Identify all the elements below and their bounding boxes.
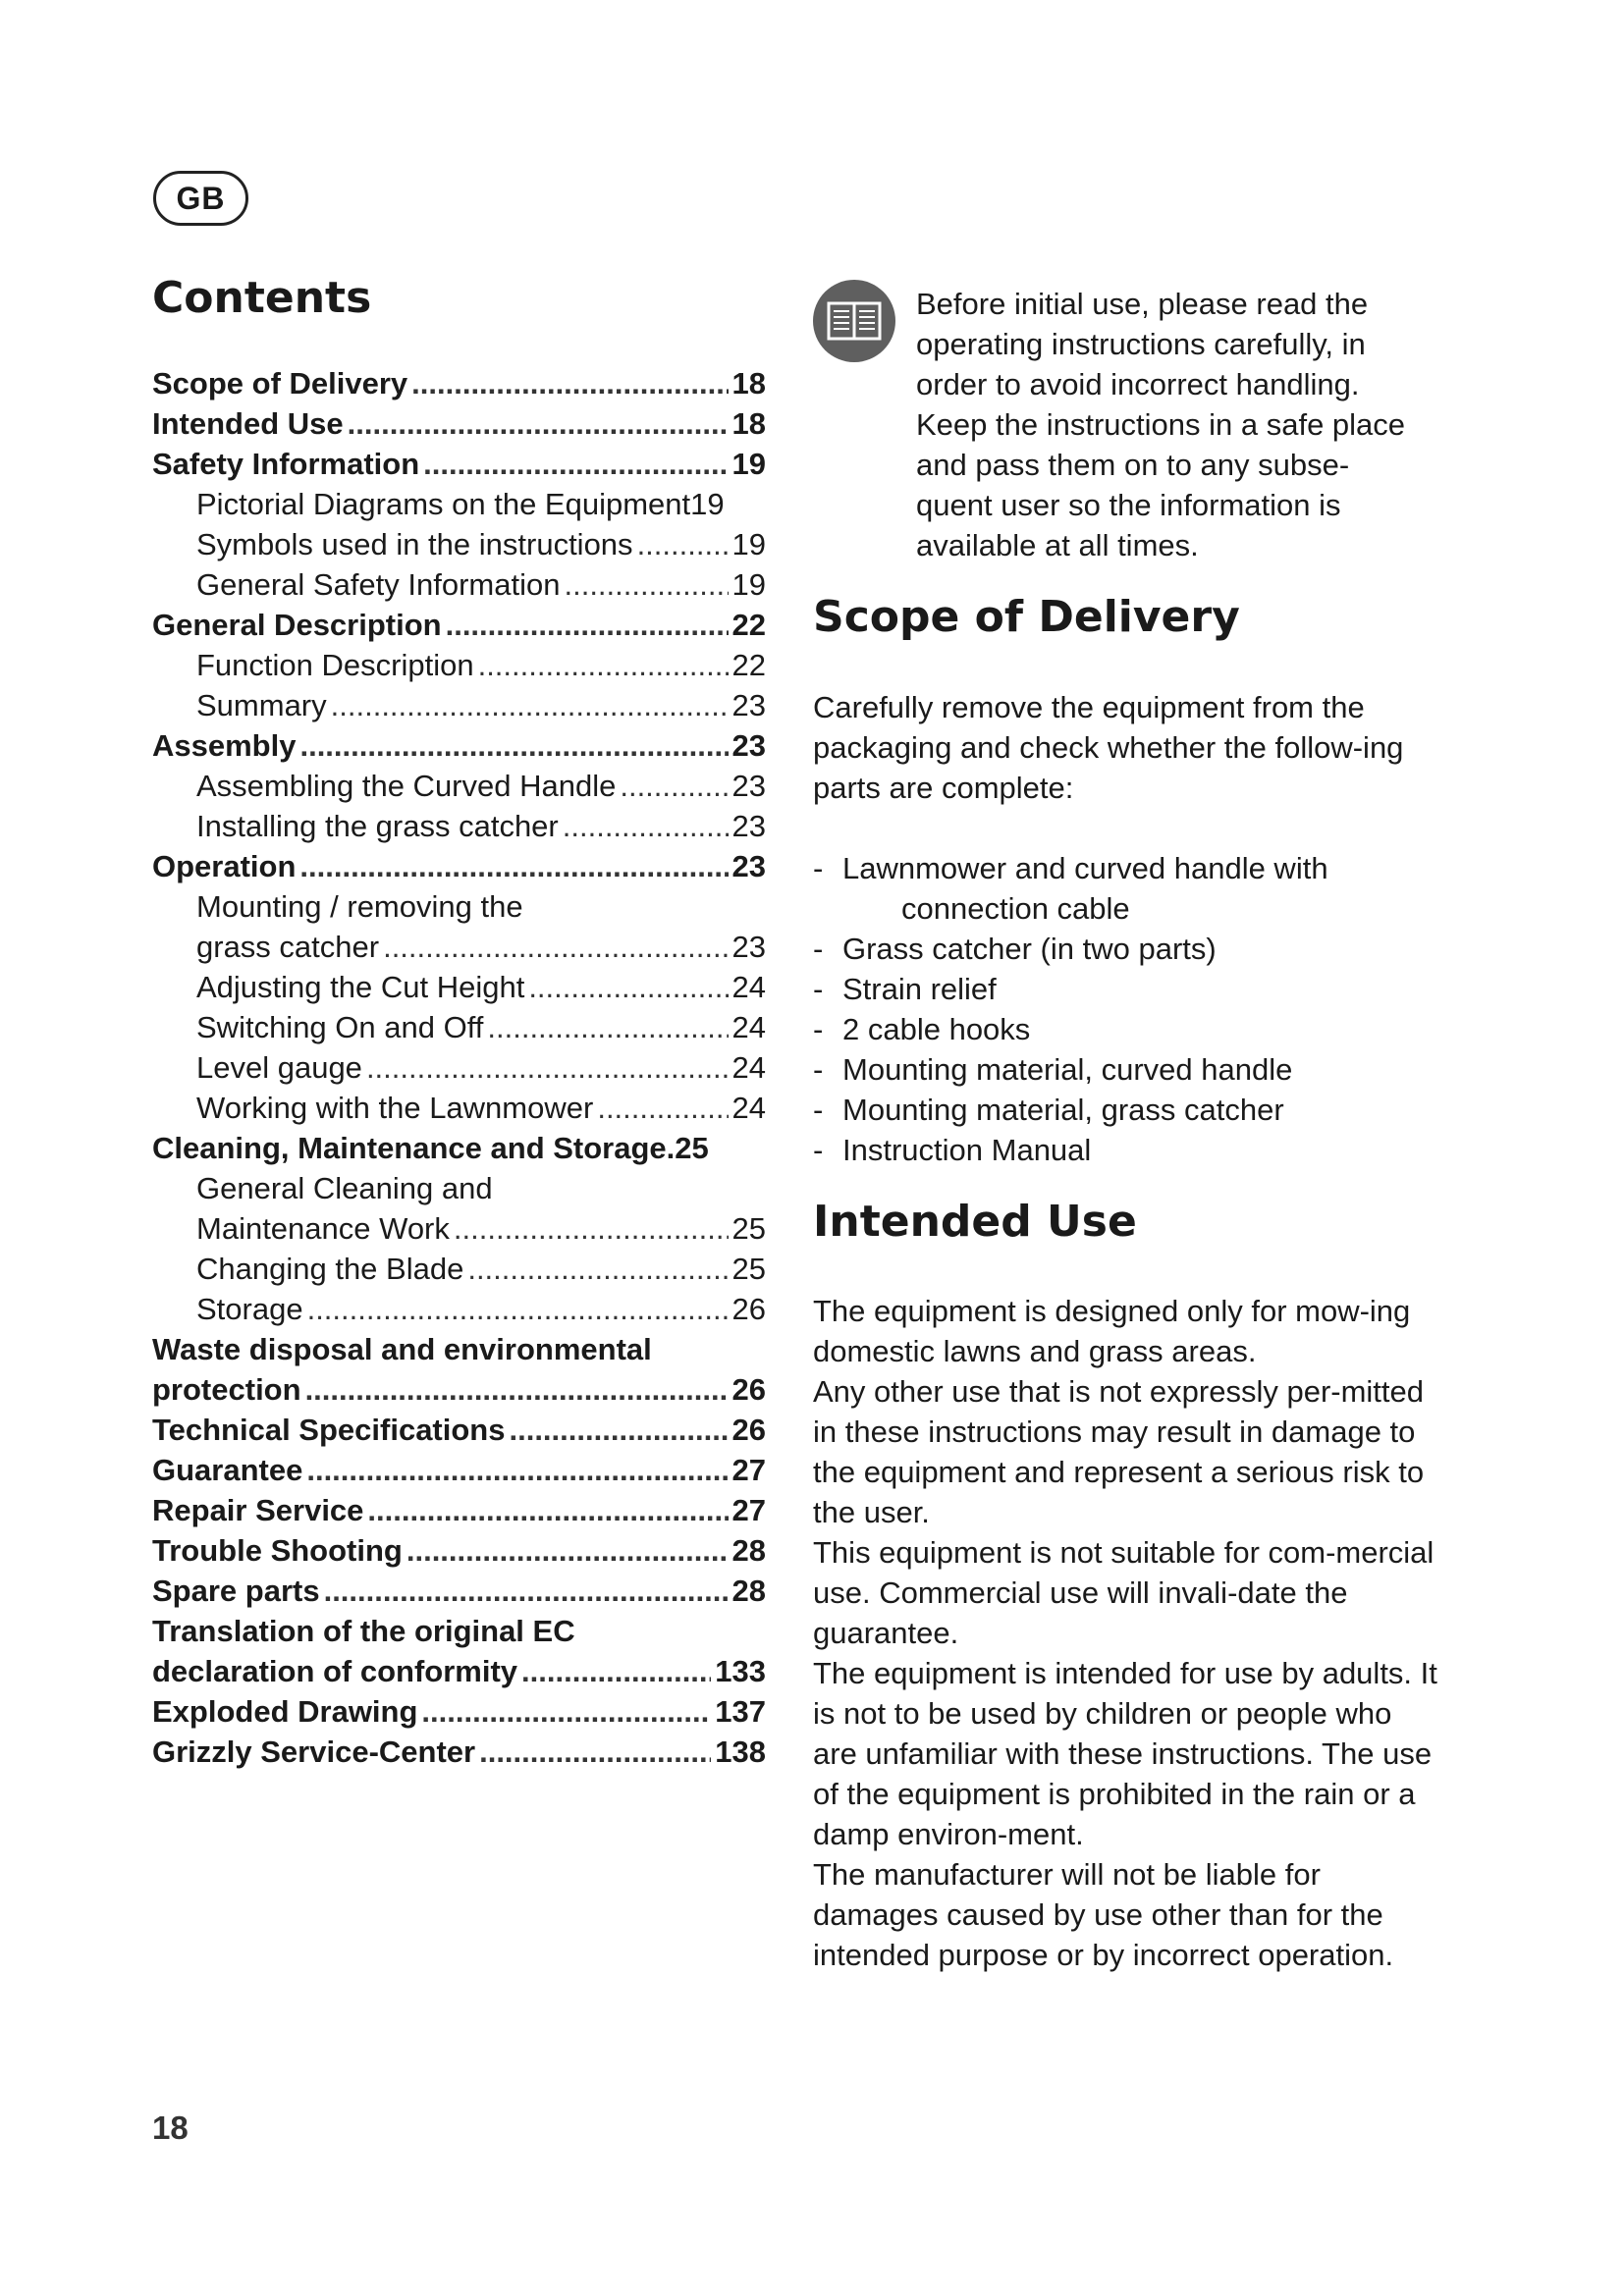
toc-leader-dots bbox=[411, 363, 728, 403]
toc-leader-dots bbox=[620, 766, 728, 806]
toc-subentry[interactable] bbox=[152, 1168, 766, 1208]
toc-entry-page: 22 bbox=[731, 608, 766, 642]
toc-entry-title: Maintenance Work bbox=[196, 1211, 450, 1246]
toc-entry[interactable] bbox=[152, 1530, 766, 1571]
list-item: - Lawnmower and curved handle with bbox=[813, 848, 1441, 888]
toc-leader-dots bbox=[299, 725, 728, 766]
toc-entry-page: 138 bbox=[715, 1735, 766, 1769]
toc-leader-dots bbox=[423, 444, 728, 484]
read-instructions-notice bbox=[916, 284, 1446, 565]
toc-subentry[interactable] bbox=[152, 524, 766, 564]
toc-leader-dots bbox=[597, 1088, 728, 1128]
toc-entry-title: Cleaning, Maintenance and Storage. bbox=[152, 1131, 676, 1165]
toc-entry-title: Waste disposal and environmental bbox=[152, 1332, 652, 1366]
toc-entry-page: 19 bbox=[690, 487, 725, 521]
toc-entry-title: Switching On and Off bbox=[196, 1010, 484, 1044]
toc-leader-dots bbox=[528, 967, 728, 1007]
toc-subentry[interactable] bbox=[152, 766, 766, 806]
toc-entry[interactable] bbox=[152, 725, 766, 766]
list-item bbox=[813, 888, 1441, 929]
toc-leader-dots bbox=[406, 1530, 729, 1571]
toc-leader-dots bbox=[454, 1208, 729, 1249]
toc-leader-dots bbox=[487, 1007, 728, 1047]
toc-entry[interactable] bbox=[152, 1128, 766, 1168]
toc-subentry[interactable] bbox=[152, 1289, 766, 1329]
list-item: - Instruction Manual bbox=[813, 1130, 1441, 1170]
toc-entry-page: 25 bbox=[731, 1252, 766, 1286]
toc-entry-title: protection bbox=[152, 1372, 301, 1407]
toc-entry-title: grass catcher bbox=[196, 930, 380, 964]
toc-entry-page: 133 bbox=[715, 1654, 766, 1688]
page-number: 18 bbox=[152, 2109, 189, 2146]
scope-intro-text: Carefully remove the equipment from the packaging and check whether the follow-ing parts are complete: bbox=[813, 690, 1404, 805]
toc-entry-title: General Description bbox=[152, 608, 442, 642]
part-label: Grass catcher (in two parts) bbox=[842, 932, 1217, 966]
toc-leader-dots bbox=[299, 846, 728, 886]
toc-subentry[interactable] bbox=[152, 886, 766, 927]
intended-use-body bbox=[813, 1291, 1441, 1975]
toc-entry-page: 26 bbox=[731, 1413, 766, 1447]
notice-line: quent user so the information is bbox=[916, 488, 1341, 522]
toc-entry-page: 19 bbox=[731, 447, 766, 481]
toc-entry-title: Grizzly Service-Center bbox=[152, 1735, 476, 1769]
toc-entry[interactable] bbox=[152, 403, 766, 444]
toc-entry[interactable] bbox=[152, 605, 766, 645]
notice-line: order to avoid incorrect handling. bbox=[916, 367, 1360, 401]
toc-leader-dots bbox=[637, 524, 729, 564]
toc-entry-title: Assembling the Curved Handle bbox=[196, 769, 617, 803]
toc-entry-page: 19 bbox=[731, 527, 766, 561]
toc-entry[interactable] bbox=[152, 1732, 766, 1772]
list-item: - 2 cable hooks bbox=[813, 1009, 1441, 1049]
list-item: - Grass catcher (in two parts) bbox=[813, 929, 1441, 969]
toc-leader-dots bbox=[383, 927, 728, 967]
toc-leader-dots bbox=[324, 1571, 729, 1611]
paragraph: Any other use that is not expressly per-mitted in these instructions may result in damage to the equipment and represent a serious risk to the user. bbox=[813, 1374, 1425, 1529]
toc-entry-page: 23 bbox=[731, 728, 766, 763]
toc-entry-title: Function Description bbox=[196, 648, 474, 682]
toc-leader-dots bbox=[467, 1249, 728, 1289]
toc-entry-title: Symbols used in the instructions bbox=[196, 527, 633, 561]
toc-subentry[interactable] bbox=[152, 1007, 766, 1047]
toc-entry-page: 23 bbox=[731, 809, 766, 843]
toc-leader-dots bbox=[421, 1691, 711, 1732]
part-label: connection cable bbox=[901, 891, 1130, 926]
toc-leader-dots bbox=[366, 1047, 729, 1088]
toc-entry-title: Translation of the original EC bbox=[152, 1614, 575, 1648]
toc-subentry[interactable] bbox=[152, 1208, 766, 1249]
toc-entry[interactable] bbox=[152, 444, 766, 484]
toc-entry-title: General Safety Information bbox=[196, 567, 561, 602]
toc-entry-page: 22 bbox=[731, 648, 766, 682]
toc-entry-page: 27 bbox=[731, 1453, 766, 1487]
toc-entry-title: Changing the Blade bbox=[196, 1252, 464, 1286]
list-item: - Mounting material, grass catcher bbox=[813, 1090, 1441, 1130]
toc-entry-title: General Cleaning and bbox=[196, 1171, 493, 1205]
toc-entry-title: Spare parts bbox=[152, 1574, 320, 1608]
toc-entry-page: 24 bbox=[731, 1050, 766, 1085]
toc-entry-title: Storage bbox=[196, 1292, 303, 1326]
notice-line: Before initial use, please read the bbox=[916, 287, 1369, 321]
toc-leader-dots bbox=[564, 564, 728, 605]
toc-subentry[interactable] bbox=[152, 967, 766, 1007]
toc-entry-page: 25 bbox=[731, 1211, 766, 1246]
toc-entry-title: Intended Use bbox=[152, 406, 344, 441]
toc-entry-title: Operation bbox=[152, 849, 297, 883]
notice-line: and pass them on to any subse- bbox=[916, 448, 1350, 482]
toc-entry-page: 23 bbox=[731, 769, 766, 803]
list-item: - Mounting material, curved handle bbox=[813, 1049, 1441, 1090]
toc-entry-page: 26 bbox=[731, 1372, 766, 1407]
toc-entry-page: 137 bbox=[715, 1694, 766, 1729]
toc-entry[interactable] bbox=[152, 846, 766, 886]
toc-entry[interactable] bbox=[152, 363, 766, 403]
toc-leader-dots bbox=[446, 605, 729, 645]
paragraph: This equipment is not suitable for com-mercial use. Commercial use will invali-date the guarantee. bbox=[813, 1535, 1435, 1650]
toc-leader-dots bbox=[521, 1651, 711, 1691]
notice-line: Keep the instructions in a safe place bbox=[916, 407, 1406, 442]
toc-entry[interactable] bbox=[152, 1691, 766, 1732]
delivery-parts-list bbox=[813, 848, 1441, 1170]
toc-entry-title: Technical Specifications bbox=[152, 1413, 506, 1447]
toc-entry-title: Working with the Lawnmower bbox=[196, 1091, 594, 1125]
toc-leader-dots bbox=[509, 1410, 728, 1450]
toc-entry-title: Assembly bbox=[152, 728, 297, 763]
part-label: Strain relief bbox=[842, 972, 997, 1006]
scope-of-delivery-heading: Scope of Delivery bbox=[813, 592, 1240, 642]
toc-entry-page: 24 bbox=[731, 1091, 766, 1125]
toc-subentry[interactable] bbox=[152, 927, 766, 967]
toc-subentry[interactable] bbox=[152, 685, 766, 725]
toc-entry-title: Adjusting the Cut Height bbox=[196, 970, 525, 1004]
paragraph: The manufacturer will not be liable for damages caused by use other than for the intended purpose or by incorrect operation. bbox=[813, 1857, 1394, 1972]
toc-subentry[interactable] bbox=[152, 564, 766, 605]
intended-use-heading: Intended Use bbox=[813, 1197, 1137, 1247]
toc-entry-title: Summary bbox=[196, 688, 327, 722]
toc-entry[interactable] bbox=[152, 1571, 766, 1611]
notice-line: operating instructions carefully, in bbox=[916, 327, 1366, 361]
toc-entry-page: 24 bbox=[731, 970, 766, 1004]
toc-entry-page: 27 bbox=[731, 1493, 766, 1527]
toc-entry-page: 24 bbox=[731, 1010, 766, 1044]
toc-subentry[interactable] bbox=[152, 1249, 766, 1289]
toc-entry-title: Trouble Shooting bbox=[152, 1533, 403, 1568]
toc-entry-page: 18 bbox=[731, 366, 766, 400]
book-icon bbox=[813, 280, 895, 362]
toc-entry-page: 28 bbox=[731, 1533, 766, 1568]
toc-entry[interactable] bbox=[152, 1369, 766, 1410]
toc-entry-title: Scope of Delivery bbox=[152, 366, 408, 400]
toc-entry-page: 23 bbox=[731, 849, 766, 883]
part-label: Mounting material, curved handle bbox=[842, 1052, 1293, 1087]
toc-subentry[interactable] bbox=[152, 484, 766, 524]
toc-entry-page: 23 bbox=[731, 688, 766, 722]
part-label: Lawnmower and curved handle with bbox=[842, 851, 1328, 885]
toc-entry-page: 28 bbox=[731, 1574, 766, 1608]
toc-leader-dots bbox=[306, 1450, 728, 1490]
toc-leader-dots bbox=[478, 645, 729, 685]
part-label: 2 cable hooks bbox=[842, 1012, 1031, 1046]
toc-entry[interactable] bbox=[152, 1329, 766, 1369]
toc-entry-title: Exploded Drawing bbox=[152, 1694, 418, 1729]
toc-entry-page: 26 bbox=[731, 1292, 766, 1326]
toc-entry-title: Repair Service bbox=[152, 1493, 364, 1527]
toc-subentry[interactable] bbox=[152, 1088, 766, 1128]
book-icon-graphic bbox=[827, 299, 882, 343]
toc-leader-dots bbox=[479, 1732, 711, 1772]
toc-entry-title: Mounting / removing the bbox=[196, 889, 523, 924]
toc-entry[interactable] bbox=[152, 1611, 766, 1651]
paragraph: The equipment is designed only for mow-ing domestic lawns and grass areas. bbox=[813, 1294, 1411, 1368]
list-item: - Strain relief bbox=[813, 969, 1441, 1009]
toc-entry[interactable] bbox=[152, 1410, 766, 1450]
toc-leader-dots bbox=[367, 1490, 728, 1530]
toc-entry-title: declaration of conformity bbox=[152, 1654, 518, 1688]
paragraph: The equipment is intended for use by adults. It is not to be used by children or people who are unfamiliar with these instructions. The use of the equipment is prohibited in the rain or a damp environ-ment. bbox=[813, 1656, 1437, 1851]
toc-entry-title: Pictorial Diagrams on the Equipment bbox=[196, 487, 691, 521]
notice-line: available at all times. bbox=[916, 528, 1199, 562]
toc-entry-title: Level gauge bbox=[196, 1050, 362, 1085]
toc-entry-title: Installing the grass catcher bbox=[196, 809, 559, 843]
part-label: Mounting material, grass catcher bbox=[842, 1093, 1284, 1127]
toc-subentry[interactable] bbox=[152, 806, 766, 846]
toc-leader-dots bbox=[348, 403, 729, 444]
toc-leader-dots bbox=[563, 806, 729, 846]
contents-title: Contents bbox=[152, 273, 372, 323]
toc-entry[interactable] bbox=[152, 1651, 766, 1691]
table-of-contents bbox=[152, 363, 766, 1772]
toc-leader-dots bbox=[307, 1289, 729, 1329]
toc-leader-dots bbox=[331, 685, 729, 725]
toc-leader-dots bbox=[305, 1369, 729, 1410]
toc-entry[interactable] bbox=[152, 1490, 766, 1530]
toc-entry-page: 19 bbox=[731, 567, 766, 602]
part-label: Instruction Manual bbox=[842, 1133, 1092, 1167]
toc-entry[interactable] bbox=[152, 1450, 766, 1490]
toc-subentry[interactable] bbox=[152, 1047, 766, 1088]
toc-entry-page: 18 bbox=[731, 406, 766, 441]
toc-entry-page: 23 bbox=[731, 930, 766, 964]
toc-entry-page: 25 bbox=[675, 1131, 709, 1165]
toc-entry-title: Safety Information bbox=[152, 447, 420, 481]
language-badge: GB bbox=[153, 171, 248, 226]
toc-subentry[interactable] bbox=[152, 645, 766, 685]
toc-entry-title: Guarantee bbox=[152, 1453, 303, 1487]
